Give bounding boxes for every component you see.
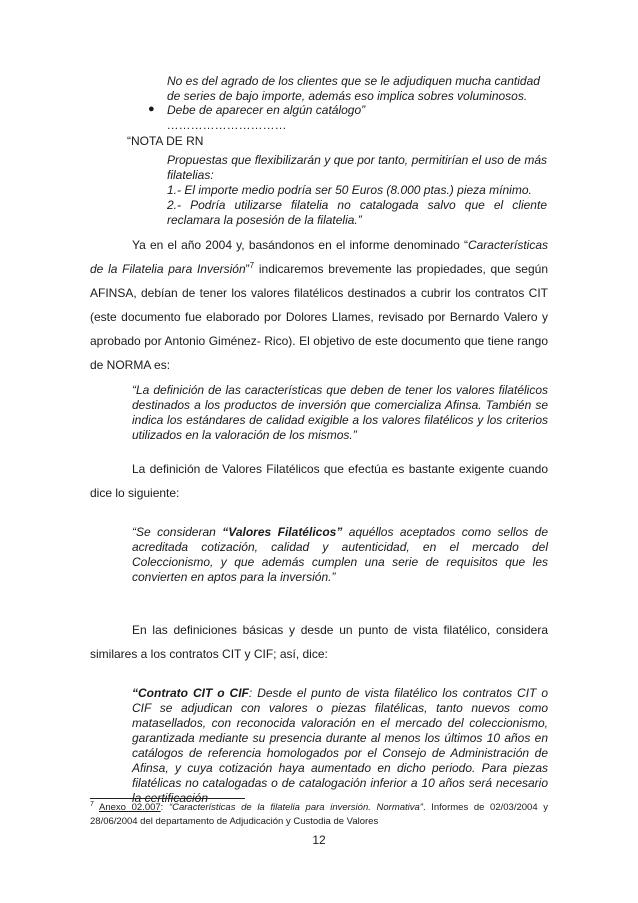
paragraph-2 [90, 457, 548, 505]
para3-text: En las definiciones básicas y desde un punto de vista filatélico, considera similares a los contratos CIT y CIF; así, dice: [90, 623, 548, 661]
quote-1: “La definición de las características que deben de tener los valores filatélicos destinados a los productos de inversión que comercializa Afinsa. También se indica los estándares de calidad exigible a los valores filatélicos y los criterios utilizados en la valoración de los mismos.” [132, 383, 548, 442]
paragraph-1 [90, 233, 548, 377]
footnote-annex-link[interactable]: Anexo 02.007 [99, 802, 161, 813]
footnote-sep: : [160, 802, 169, 813]
page-number: 12 [312, 833, 326, 847]
footnote-number: 7 [90, 800, 94, 808]
quote3-bold: “Contrato CIT o CIF [132, 686, 249, 700]
bullet-text [167, 103, 547, 133]
footnote-title: “Características de la filatelia para inversión. Normativa” [168, 802, 423, 813]
quote-3 [132, 686, 548, 806]
bullet-item-text: Debe de aparecer en algún catálogo” [167, 103, 366, 117]
footnote-ref: 7 [249, 261, 255, 270]
para1-before: Ya en el año 2004 y, basándonos en el informe denominado “ [132, 238, 468, 252]
ellipsis-dots: ………………………… [167, 118, 287, 132]
para1-title: Características de la Filatelia para Inversión [90, 238, 548, 276]
footnote-divider [90, 798, 245, 799]
quote3-after: : Desde el punto de vista filatélico los contratos CIT o CIF se adjudican con valores o piezas filatélicas, tanto nuevos como matasellados, con reconocida valoración en el mercado del coleccionismo, garantizada mediante su presencia durante al menos los últimos 10 años en catálogos de referencia homologados por el Consejo de Administración de Afinsa, y cuya cotización haya aumentado en dicho periodo. Para piezas filatélicas no catalogadas o de catalogación inferior a 10 años será necesario la certificación [132, 686, 549, 805]
quote2-before: “Se consideran [132, 525, 223, 539]
quote2-bold: “Valores Filatélicos” [222, 525, 343, 539]
top-quote-line2: de series de bajo importe, además eso implica sobres voluminosos. [167, 89, 528, 103]
quote2-after: aquéllos aceptados como sellos de acreditada cotización, calidad y autenticidad, en el mercado del Coleccionismo, y que además cumplen una serie de requisitos que les convierten en aptos para la inversión.” [132, 525, 549, 584]
nota-item-1: 1.- El importe medio podría ser 50 Euros (8.000 ptas.) pieza mínimo. [167, 183, 532, 197]
footnote [90, 801, 548, 829]
footnote-rest: . Informes de 02/03/2004 y 28/06/2004 del departamento de Adjudicación y Custodia de Valores [90, 802, 548, 827]
para2-text: La definición de Valores Filatélicos que efectúa es bastante exigente cuando dice lo siguiente: [90, 462, 548, 500]
quote-2 [132, 525, 548, 585]
para1-quote-close: ” [245, 262, 250, 276]
nota-heading: “NOTA DE RN [127, 134, 204, 148]
bullet-icon: ● [148, 103, 155, 115]
nota-item-2: 2.- Podría utilizarse filatelia no catalogada salvo que el cliente reclamara la posesión de la filatelia.” [167, 198, 547, 227]
top-quote-block [167, 74, 547, 104]
paragraph-3 [90, 618, 548, 666]
top-quote-line1: No es del agrado de los clientes que se le adjudiquen mucha cantidad [167, 74, 540, 88]
nota-block [167, 153, 547, 228]
nota-text: Propuestas que flexibilizarán y que por tanto, permitirían el uso de más filatelias: [167, 153, 547, 182]
para1-after: indicaremos brevemente las propiedades, que según AFINSA, debían de tener los valores filatélicos destinados a cubrir los contratos CIT (este documento fue elaborado por Dolores Llames, revisado por Bernardo Valero y aprobado por Antonio Giménez- Rico). El objetivo de este documento que tiene rango de NORMA es: [90, 262, 548, 372]
